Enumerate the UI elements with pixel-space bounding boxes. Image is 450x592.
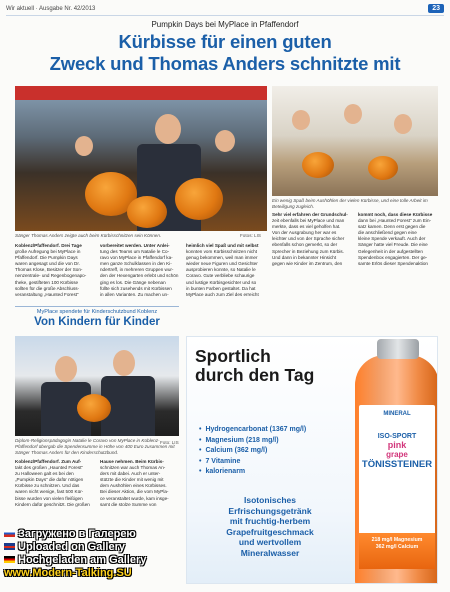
label-top-text: MINERAL (383, 411, 411, 417)
text-line: samt die stolze Summe von (100, 501, 157, 507)
pumpkin-shape (302, 152, 334, 178)
second-article-column-2 (100, 459, 180, 508)
watermark-line-de: Hochgeladen am Gallery (4, 554, 254, 567)
headline-line-2: Zweck und Thomas Anders schnitzte mit (49, 53, 401, 74)
label-brand (361, 433, 433, 470)
text-line: veranstaltung „Haunted Forest“ (15, 291, 79, 297)
text-line: Und dann in bekannter Hinsicht (272, 254, 337, 260)
text-line: Von der Ausgrabung her war es (272, 230, 337, 236)
label-line-3: grape (386, 450, 408, 459)
text-line: Sehr viel erfahren der Grundschul- (272, 212, 348, 217)
watermark-line-ru: Загружено в Галерею (4, 528, 254, 541)
text-line: den der Hexengarten erlebt und schön (100, 273, 179, 279)
advert-nutrient-list (199, 425, 349, 478)
text-line: Bei dieser Aktion, die vom MyPla- (100, 489, 169, 495)
kids-photo-caption: Ein wenig Spaß beim Aushöhlen der vielen Kürbisse, und eine tolle Arbeit im Beteiligung zugleich. (272, 198, 428, 209)
text-line: und lustige Kürbisgesichter und so (186, 279, 257, 285)
label-line-4: TÖNISSTEINER (361, 459, 433, 470)
donation-photo-credit: Foto: LIS (160, 440, 179, 445)
text-line: füllte sich zusehends mit Kürbissen (100, 285, 172, 291)
text-line: Hause nehmen. Beim Kürbis- (100, 459, 164, 464)
headline-line-1: Kürbisse für einen guten (118, 31, 332, 52)
text-line: ders mit dabei. Auch er unter- (100, 471, 161, 477)
text-line: ndertreff, in mehreren Gruppen wur- (100, 267, 174, 273)
russia-flag-icon (4, 530, 15, 537)
text-line: ravo von MyPlace in Pfaffendorf ka- (100, 255, 173, 261)
text-line: ebenfalls schon gemerkt, so der (272, 242, 338, 248)
uk-flag-icon (4, 543, 15, 550)
text-line: men ganze Schulklassen in den Ki- (100, 261, 172, 267)
text-line: nenzentrale- und Regenbogenapo- (15, 273, 87, 279)
text-line: tung des Teams um Natalie le Co- (100, 249, 170, 255)
tagline-line: Grapefruitgeschmack (226, 526, 314, 537)
text-line: waren angesagt und die von Dr. (15, 261, 80, 267)
text-line: Gelegenheit in der aufgestellten (358, 248, 423, 254)
text-line: ce veranstaltet wurde, kam insge- (100, 495, 169, 501)
donation-photo (15, 336, 179, 436)
tagline-line: mit fruchtig-herbem (229, 516, 311, 526)
text-line: in bunten Farben gestaltet. Da hat (186, 285, 256, 291)
text-line: große Aufregung bei MyPlace in (15, 249, 81, 255)
text-line: satz kamen. Denn erst gegen die (358, 224, 426, 230)
text-line: leichter und von der Sprache sicher (272, 236, 345, 242)
advert-bullet: • Magnesium (218 mg/l) (199, 436, 349, 447)
text-line: vorbereitet werden. Unter Anlei- (100, 243, 170, 248)
text-line: konnten vom Kürbisschnitzen nicht (186, 249, 257, 255)
text-line: theke, gestifteten 100 Kürbisse (15, 279, 79, 285)
text-line: die anschließend gegen eine (358, 230, 417, 236)
child-head (75, 136, 93, 156)
tent-banner (15, 86, 267, 100)
label-value: 362 mg/l Calcium (375, 544, 419, 550)
text-line: Spendenbox engagierten. Der ge- (358, 254, 428, 260)
text-line: zeit ebenfalls bei MyPlace und man (272, 218, 345, 224)
text-line: schnitzen war auch Thomas An- (100, 465, 166, 471)
advert-bullet: • Hydrogencarbonat (1367 mg/l) (199, 425, 349, 436)
text-line: „Pumpkin Days“ die dafür nötigen (15, 477, 84, 483)
text-line: merkte, dass es viel geholfen hat. (272, 224, 341, 230)
second-article-column-1 (15, 459, 95, 508)
label-line-1: ISO-SPORT (377, 433, 417, 440)
text-line: Thomas Klose, Besitzer der Son- (15, 267, 83, 273)
label-mineral-values (361, 537, 433, 551)
pumpkin-shape (175, 178, 223, 220)
page-number-badge: 23 (428, 4, 444, 13)
text-line: waren nicht wenige, fast 500 Kür- (15, 489, 84, 495)
person-head (113, 350, 135, 376)
watermark-url: www.Modern-Talking.SU (4, 567, 132, 579)
child-head (292, 110, 310, 130)
person-head (55, 356, 77, 382)
gallery-watermark (4, 528, 254, 580)
label-line-2: pink (387, 440, 407, 450)
text-line: Koblenz/Pfaffendorf. Zum Auf- (15, 459, 82, 464)
bottle-cap (377, 339, 419, 359)
main-photo-credit: Fotos: LIS (240, 233, 261, 238)
issue-info: Wir aktuell · Ausgabe Nr. 42/2013 (6, 5, 96, 12)
text-line: ging es los. Die Gänge nebenan (100, 279, 166, 285)
tagline-line: Mineralwasser (240, 547, 300, 558)
article-column-1 (15, 243, 95, 298)
watermark-line-en: Uploaded on Gallery (4, 541, 254, 554)
page-header (6, 2, 444, 16)
advert-title-line-2: durch den Tag (195, 365, 315, 385)
text-line: sollten für die große Abschluss- (15, 285, 80, 291)
article-headline (10, 31, 440, 75)
tagline-line: und wertvollem (238, 537, 302, 547)
main-photo-pumpkin-carving (15, 86, 267, 231)
article-kicker: Pumpkin Days bei MyPlace in Pfaffendorf (151, 20, 299, 29)
person-head (155, 114, 181, 144)
text-line: Coravo. Gute verbliebe schaurige (186, 273, 255, 279)
text-line: wieder neue Figuren und Gesichter (186, 261, 258, 267)
kids-photo (272, 86, 438, 196)
advert-bullet: • 7 Vitamine (199, 457, 349, 468)
text-line: takt des großen „Haunted Forest“ (15, 465, 83, 471)
text-line: ausprobieren konnte, so Natalie le (186, 267, 256, 273)
pumpkin-shape (77, 394, 111, 422)
text-line: zu Halloween galt es bei den (15, 471, 74, 477)
germany-flag-icon (4, 556, 15, 563)
advert-bullet: • kalorienarm (199, 467, 349, 478)
text-line: dann bei „Haunted Forest“ zum Ein- (358, 218, 432, 224)
advert-title (195, 347, 345, 385)
text-line: heimlich viel Spaß und mit selbst (186, 243, 259, 248)
tagline-line: Erfrischungsgetränk (228, 505, 312, 516)
text-line: Koblenz/Pfaffendorf. Drei Tage (15, 243, 82, 248)
main-photo-caption: Sänger Thomas Anders zeigte auch beim Kürbisschnitzen sein Können. (15, 233, 162, 238)
second-article-headline: Von Kindern für Kinder (34, 316, 160, 328)
text-line: gegen wie Kinder im Zentrum, den (272, 260, 343, 266)
text-line: genug bekommen, weil man immer (186, 255, 258, 261)
child-head (344, 104, 362, 124)
text-line: stützte die Kinder mit wenig mit (100, 477, 164, 483)
pumpkin-shape (127, 196, 167, 228)
child-head (394, 114, 412, 134)
text-line: bisse wurden von vielen fleißigen (15, 495, 83, 501)
label-value: 218 mg/l Magnesium (371, 537, 423, 543)
text-line: Sänger hatte viel Freude. Die eine (358, 242, 428, 248)
advert-bullet: • Calcium (362 mg/l) (199, 446, 349, 457)
text-line: Kindern dafür geschnitzt. Die großen (15, 501, 90, 507)
second-article-kicker: MyPlace spendete für Kinderschutzbund Koblenz (15, 306, 179, 315)
tagline-line: Isotonisches (244, 495, 296, 505)
article-column-4 (272, 212, 352, 267)
article-column-3 (186, 243, 266, 298)
text-line: Sprecher in Beziehung zum Kürbis. (272, 248, 345, 254)
text-line: dem Aushöhlen eines Kürbisses. (100, 483, 167, 489)
text-line: samte Erlös dieser Spendenaktion (358, 260, 428, 266)
text-line: Pfaffendorf. Die Pumpkin Days (15, 255, 78, 261)
text-line: in allen Varianten. Zu machen un- (100, 291, 169, 297)
article-column-5 (358, 212, 438, 267)
text-line: MyPlace auch zum Ziel des erreicht (186, 291, 259, 297)
article-column-2 (100, 243, 180, 298)
advert-title-line-1: Sportlich (195, 346, 271, 366)
pumpkin-shape (368, 156, 398, 180)
child-head (215, 130, 235, 152)
donation-photo-caption: Diplom-Religionspädagogin Natalie le Coravo von MyPlace in Koblenz-Pfaffendorf übergab die Spendensumme in Höhe von 400 Euro zusammen mit Sänger Thomas Anders für den Kinderschutzbund. (15, 438, 175, 455)
text-line: kommt noch, dass diese Kürbisse (358, 212, 433, 217)
text-line: Kürbisse zu schnitzen. Und das (15, 483, 80, 489)
text-line: kleine Spende verkauft. Auch der (358, 236, 426, 242)
